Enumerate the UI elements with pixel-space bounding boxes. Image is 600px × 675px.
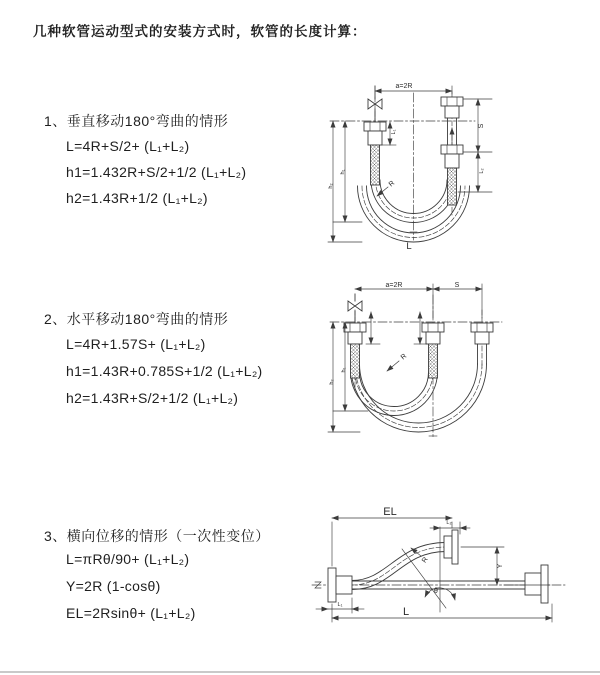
braided-hose-section — [371, 145, 380, 185]
raised-flange — [444, 530, 458, 564]
right-riser-fitting — [471, 310, 493, 368]
dim-label-r: R — [421, 556, 430, 565]
section-2-heading: 2、水平移动180°弯曲的情形 — [44, 311, 229, 327]
diagram-horizontal-180-bend — [322, 282, 590, 447]
dim-label-r: R — [387, 179, 397, 189]
section-1-heading: 1、垂直移动180°弯曲的情形 — [44, 113, 229, 129]
dim-label-l2: L₂ — [446, 520, 452, 526]
radius-annotation — [387, 353, 408, 371]
dim-label-a2r: a=2R — [385, 282, 403, 289]
right-flange — [525, 565, 548, 603]
section-3-formula-Y: Y=2R (1-cosθ) — [66, 578, 161, 594]
dim-label-l2: L₂ — [479, 168, 485, 174]
section-2-formula-h2: h2=1.43R+S/2+1/2 (L₁+L₂) — [66, 390, 239, 406]
section-3-formula-EL: EL=2Rsinθ+ (L₁+L₂) — [66, 605, 196, 621]
hose-s-curve — [352, 543, 446, 590]
dim-label-s: S — [478, 123, 485, 129]
dim-label-h1: h₁ — [341, 367, 347, 373]
valve-icon — [348, 294, 362, 323]
dim-label-el: EL — [383, 506, 397, 518]
dimension-a2r — [355, 282, 433, 318]
dimension-fitting-left — [366, 312, 380, 344]
dim-label-l1: L₁ — [337, 602, 343, 608]
valve-icon — [368, 86, 382, 122]
section-3-formula-L: L=πRθ/90+ (L₁+L₂) — [66, 551, 190, 567]
dim-label-a2r: a=2R — [395, 83, 413, 90]
section-1-formula-h1: h1=1.432R+S/2+1/2 (L₁+L₂) — [66, 164, 247, 180]
dim-label-y: Y — [497, 563, 504, 569]
scan-edge-artifact — [0, 671, 600, 673]
dimension-l1 — [316, 598, 364, 613]
dim-label-l1: L₁ — [391, 129, 397, 135]
left-flange — [328, 568, 352, 602]
braided-hose-section — [429, 344, 438, 378]
dim-label-l: L — [402, 606, 410, 618]
dim-label-s: S — [454, 282, 460, 289]
dim-label-r: R — [399, 352, 409, 362]
dimension-a2r — [375, 83, 452, 94]
dimension-s — [433, 282, 482, 318]
page-title: 几种软管运动型式的安装方式时，软管的长度计算： — [33, 24, 367, 39]
dimension-l2 — [430, 520, 470, 534]
dimension-l2 — [478, 152, 485, 192]
dim-label-l: L — [406, 241, 412, 252]
hose-u-bend — [351, 364, 487, 432]
section-2-formula-h1: h1=1.43R+0.785S+1/2 (L₁+L₂) — [66, 363, 263, 379]
dim-label-h2: h₂ — [329, 379, 335, 385]
dimension-h1 — [333, 121, 362, 222]
braided-hose-section — [448, 168, 457, 205]
dim-label-theta: θ — [434, 588, 438, 595]
section-3-heading: 3、横向位移的情形（一次性变位） — [44, 528, 270, 544]
middle-riser-fitting — [422, 323, 444, 378]
section-1-formula-L: L=4R+S/2+ (L₁+L₂) — [66, 138, 190, 154]
dim-label-h1: h₁ — [340, 169, 346, 175]
diagram-lateral-displacement — [302, 502, 594, 660]
dimension-el — [332, 506, 452, 566]
section-2-formula-L: L=4R+1.57S+ (L₁+L₂) — [66, 336, 206, 352]
dimension-l — [332, 604, 552, 622]
braided-hose-section — [351, 344, 360, 378]
section-1-formula-h2: h2=1.43R+1/2 (L₁+L₂) — [66, 190, 208, 206]
dim-label-h2: h₂ — [328, 183, 334, 189]
diagram-vertical-180-bend — [325, 80, 587, 255]
